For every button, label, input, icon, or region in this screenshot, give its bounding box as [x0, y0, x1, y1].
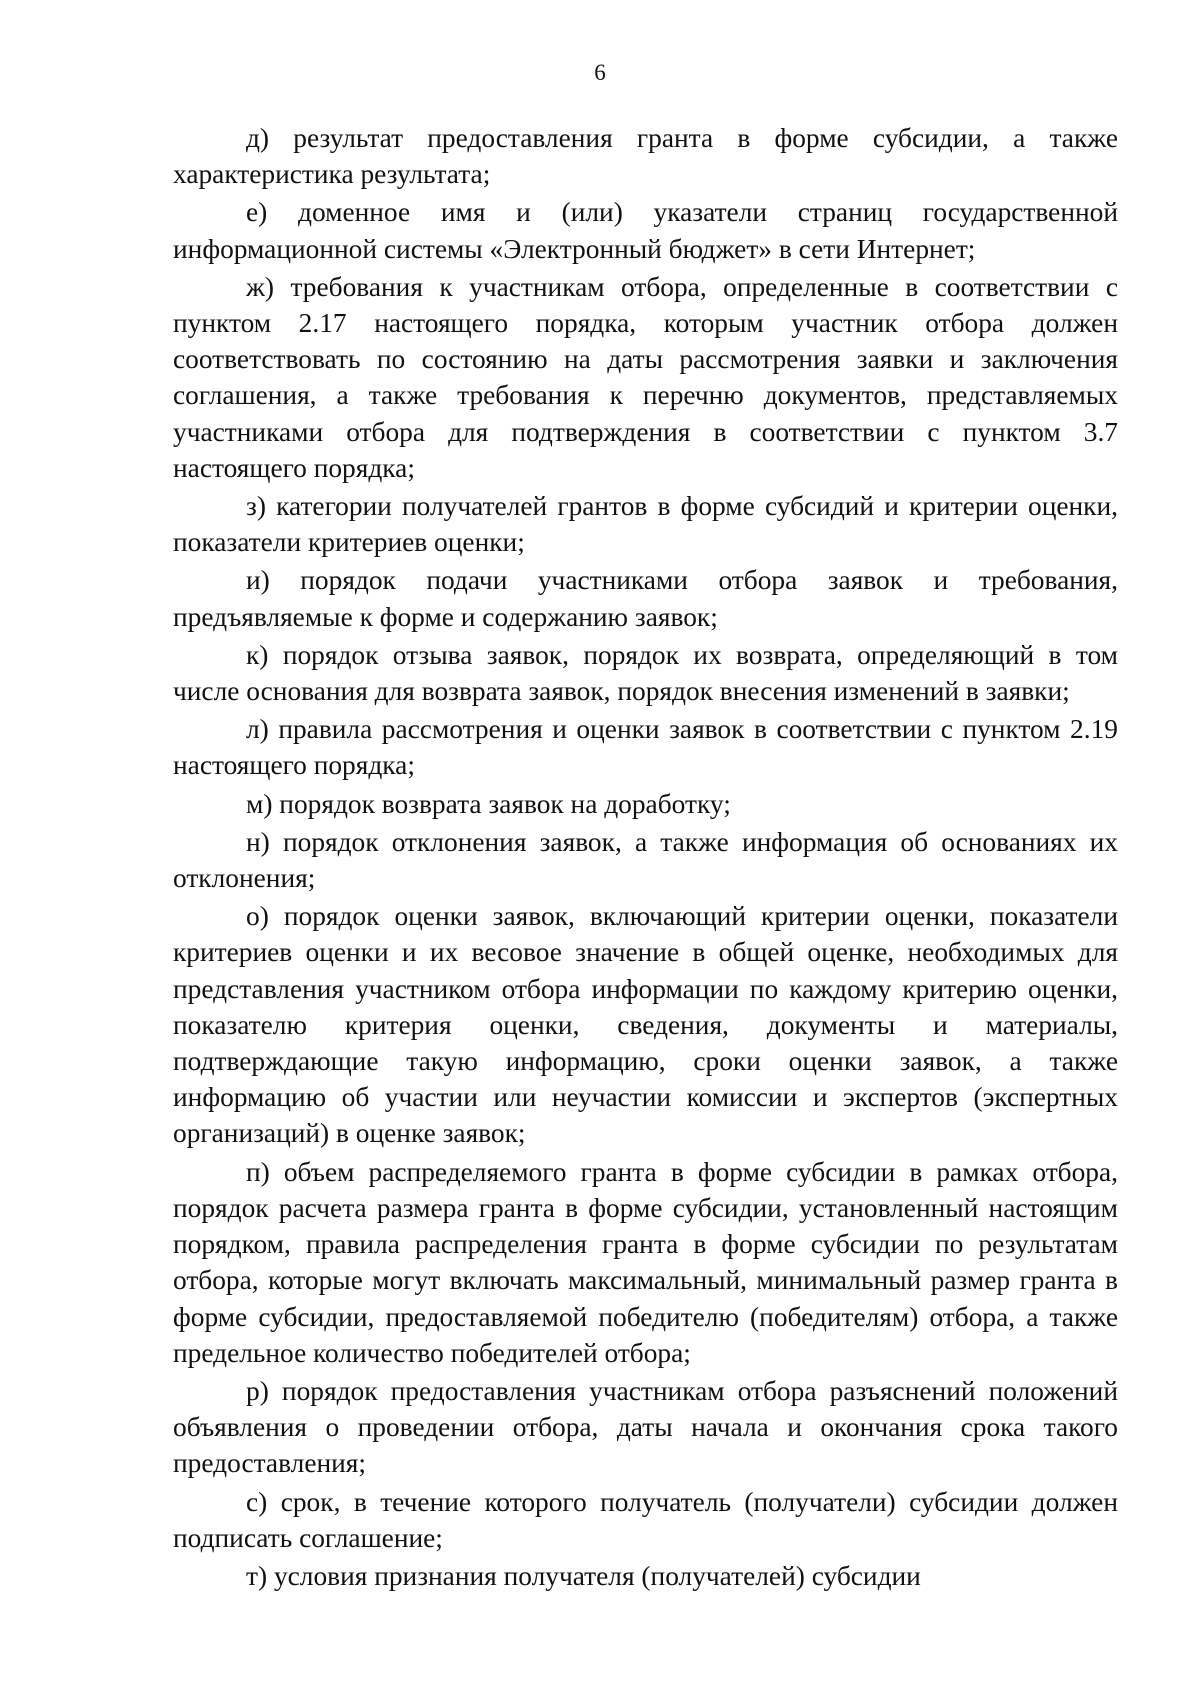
paragraph-i: и) порядок подачи участниками отбора заявок и требования, предъявляемые к форме и содержанию заявок; — [173, 565, 1118, 632]
document-body — [173, 120, 1118, 1596]
paragraph-z: з) категории получателей грантов в форме субсидий и критерии оценки, показатели критериев оценки; — [173, 491, 1118, 558]
paragraph-t: т) условия признания получателя (получателей) субсидии — [246, 1560, 921, 1591]
paragraph-d: д) результат предоставления гранта в форме субсидии, а также характеристика результата; — [173, 123, 1118, 190]
paragraph-l: л) правила рассмотрения и оценки заявок в соответствии с пунктом 2.19 настоящего порядка; — [173, 714, 1118, 781]
paragraph-m: м) порядок возврата заявок на доработку; — [246, 788, 731, 819]
paragraph-o: о) порядок оценки заявок, включающий критерии оценки, показатели критериев оценки и их весовое значение в общей оценке, необходимых для представления участником отбора информации по каждому критерию оценки, показателю критерия оценки, сведения, документы и материалы, подтверждающие такую информацию, сроки оценки заявок, а также информацию об участии или неучастии комиссии и экспертов (экспертных организаций) в оценке заявок; — [173, 901, 1118, 1149]
paragraph-r: р) порядок предоставления участникам отбора разъяснений положений объявления о проведении отбора, даты начала и окончания срока такого предоставления; — [173, 1375, 1118, 1479]
paragraph-e: е) доменное имя и (или) указатели страниц государственной информационной системы «Электронный бюджет» в сети Интернет; — [173, 197, 1118, 264]
paragraph-zh: ж) требования к участникам отбора, определенные в соответствии с пунктом 2.17 настоящего порядка, которым участник отбора должен соответствовать по состоянию на даты рассмотрения заявки и заключения соглашения, а также требования к перечню документов, представляемых участниками отбора для подтверждения в соответствии с пунктом 3.7 настоящего порядка; — [173, 271, 1118, 483]
paragraph-n: н) порядок отклонения заявок, а также информация об основаниях их отклонения; — [173, 826, 1118, 894]
paragraph-k: к) порядок отзыва заявок, порядок их возврата, определяющий в том числе основания для возврата заявок, порядок внесения изменений в заявки; — [173, 639, 1118, 707]
page-number: 6 — [594, 60, 606, 85]
paragraph-p: п) объем распределяемого гранта в форме субсидии в рамках отбора, порядок расчета размера гранта в форме субсидии, установленный настоящим порядком, правила распределения гранта в форме субсидии по результатам отбора, которые могут включать максимальный, минимальный размер гранта в форме субсидии, предоставляемой победителю (победителям) отбора, а также предельное количество победителей отбора; — [173, 1156, 1118, 1368]
paragraph-s: с) срок, в течение которого получатель (получатели) субсидии должен подписать соглашение; — [173, 1486, 1118, 1553]
